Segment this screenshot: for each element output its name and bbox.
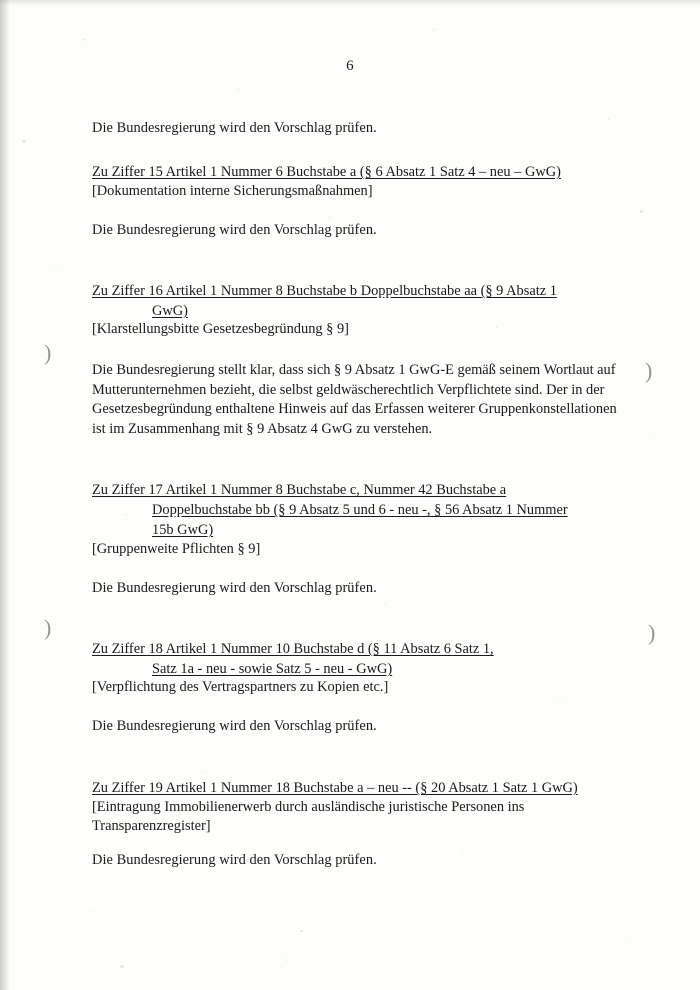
paragraph: Die Bundesregierung wird den Vorschlag prüfen.	[92, 120, 377, 136]
bracket-note: [Gruppenweite Pflichten § 9]	[92, 541, 261, 557]
margin-mark-right-upper: )	[645, 358, 653, 383]
bracket-note: [Klarstellungsbitte Gesetzesbegründung § 9]	[92, 321, 349, 337]
bracket-note	[92, 798, 622, 836]
paragraph: Die Bundesregierung wird den Vorschlag prüfen.	[92, 222, 377, 238]
margin-mark-right-lower: )	[648, 620, 656, 645]
margin-mark-left-lower: )	[44, 615, 52, 640]
heading-line: Doppelbuchstabe bb (§ 9 Absatz 5 und 6 - neu -, § 56 Absatz 1 Nummer	[152, 502, 568, 518]
section-heading-ziffer-18	[92, 639, 622, 679]
section-heading-ziffer-15	[92, 162, 622, 182]
heading-line: Zu Ziffer 18 Artikel 1 Nummer 10 Buchstabe d (§ 11 Absatz 6 Satz 1,	[92, 641, 494, 657]
bracket-line: [Eintragung Immobilienerwerb durch ausländische juristische Personen ins	[92, 799, 525, 815]
heading-line: Zu Ziffer 19 Artikel 1 Nummer 18 Buchstabe a – neu -- (§ 20 Absatz 1 Satz 1 GwG)	[92, 780, 578, 796]
heading-line: Zu Ziffer 17 Artikel 1 Nummer 8 Buchstabe c, Nummer 42 Buchstabe a	[92, 482, 507, 498]
body-paragraph: Die Bundesregierung stellt klar, dass sich § 9 Absatz 1 GwG-E gemäß seinem Wortlaut auf Mutterunternehmen bezieht, die selbst geldwäscherechtlich Verpflichtete sind. Der in der Gesetzesbegründung enthaltene Hinweis auf das Erfassen weiterer Gruppenkonstellationen ist im Zusammenhang mit § 9 Absatz 4 GwG zu verstehen.	[92, 362, 617, 437]
heading-line: Zu Ziffer 16 Artikel 1 Nummer 8 Buchstabe b Doppelbuchstabe aa (§ 9 Absatz 1	[92, 283, 557, 299]
section-heading-ziffer-19	[92, 778, 622, 798]
bracket-line: Transparenzregister]	[92, 818, 211, 834]
page-number: 6	[346, 58, 354, 74]
bracket-note: [Verpflichtung des Vertragspartners zu Kopien etc.]	[92, 679, 389, 695]
bracket-note: [Dokumentation interne Sicherungsmaßnahmen]	[92, 183, 373, 199]
heading-line: Satz 1a - neu - sowie Satz 5 - neu - GwG)	[152, 661, 393, 677]
paragraph: Die Bundesregierung wird den Vorschlag prüfen.	[92, 718, 377, 734]
heading-line: GwG)	[152, 303, 188, 319]
section-heading-ziffer-17	[92, 480, 622, 540]
paragraph: Die Bundesregierung wird den Vorschlag prüfen.	[92, 852, 377, 868]
heading-line: Zu Ziffer 15 Artikel 1 Nummer 6 Buchstabe a (§ 6 Absatz 1 Satz 4 – neu – GwG)	[92, 164, 561, 180]
heading-line: 15b GwG)	[152, 522, 214, 538]
section-heading-ziffer-16	[92, 281, 622, 321]
margin-mark-left-upper: )	[44, 340, 52, 365]
paragraph: Die Bundesregierung wird den Vorschlag prüfen.	[92, 580, 377, 596]
